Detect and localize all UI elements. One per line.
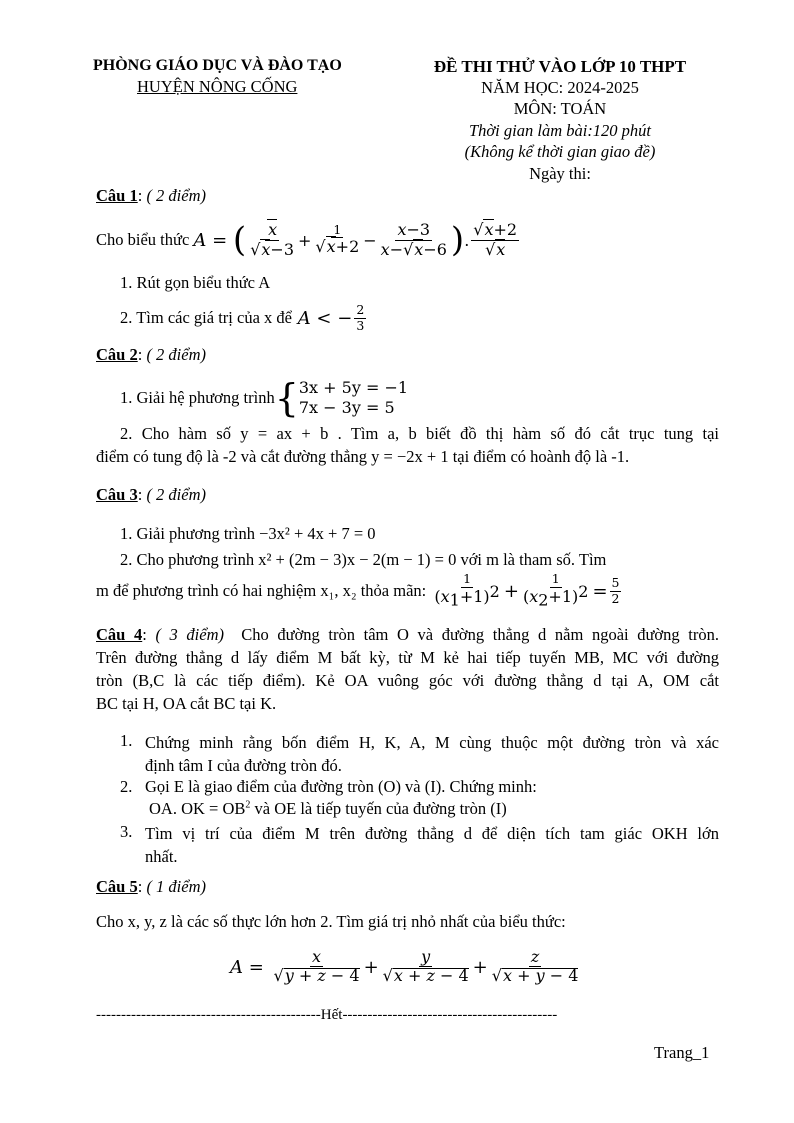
q4-line1-text: Cho đường tròn tâm O và đường thẳng d nằm ngoài đường tròn. — [241, 625, 719, 644]
q4-item1-num: 1. — [120, 731, 133, 750]
q4-item1 — [145, 731, 719, 777]
q3-frac3: $\frac{5}{2}$ — [611, 575, 620, 606]
q3-item2-line1: 2. Cho phương trình x² + (2m − 3)x − 2(m − 1) = 0 với m là tham số. Tìm — [120, 550, 607, 569]
q4-item3 — [145, 822, 719, 868]
q4-item2-line2b: và OE là tiếp tuyến của đường tròn (I) — [250, 799, 507, 818]
q5-heading: Câu 5: ( 1 điểm) — [96, 877, 207, 896]
q5-points: ( 1 điểm) — [146, 877, 207, 896]
end-line: ---------------------------------------------Hết------------------------------------------- — [96, 1007, 558, 1023]
q4-item3-line1: Tìm vị trí của điểm M trên đường thẳng d để diện tích tam giác OKH lớn — [145, 824, 719, 843]
q4-item3-line2: nhất. — [145, 847, 178, 866]
q5-expression: A = $\frac{x}{√y + z - 4}$ + $\frac{y}{√x + z - 4}$ + $\frac{z}{√x + y - 4}$ — [230, 946, 579, 986]
exam-time: Thời gian làm bài:120 phút — [468, 121, 652, 140]
q1-expression-line: Cho biểu thức A = ( $\frac{x}{√x-3}$ + $\frac{1}{√x+2}$ − $\frac{x-3}{x-√x-6}$ ) . $\frac{√x+2}{√x}$ — [96, 220, 518, 260]
q1-frac4: $\frac{√x+2}{√x}$ — [473, 220, 518, 259]
q2-item1-line: 1. Giải hệ phương trình { 3x + 5y = −1 7x − 3y = 5 — [120, 376, 409, 420]
q4-line1: Câu 4: ( 3 điểm) Cho đường tròn tâm O và đường thẳng d nằm ngoài đường tròn. — [96, 625, 719, 644]
q4-item2-line2: OA. OK = $OB^2$ và OE là tiếp tuyến của đường tròn (I) — [149, 799, 507, 818]
q2-label: Câu 2 — [96, 345, 138, 364]
q4-line2: Trên đường thẳng d lấy điểm M bất kỳ, từ M kẻ hai tiếp tuyến MB, MC với đường — [96, 648, 719, 667]
q2-eq1: 3x + 5y = −1 — [298, 378, 409, 397]
q2-item1: 1. Giải hệ phương trình — [120, 388, 275, 407]
q4-item1-line2: định tâm I của đường tròn đó. — [145, 756, 342, 775]
q1-label: Câu 1 — [96, 186, 138, 205]
q3-item2-line2: m để phương trình có hai nghiệm x₁, x₂ thỏa mãn: $\frac{1}{(x_1+1)^2}$ + $\frac{1}{(x_2+1)^2}$ = $\frac{5}{2}$ — [96, 571, 620, 610]
q4-item2-line1: Gọi E là giao điểm của đường tròn (O) và (I). Chứng minh: — [145, 777, 537, 796]
subject: MÔN: TOÁN — [513, 99, 607, 118]
q1-item2: 2. Tìm các giá trị của x để — [120, 308, 292, 327]
q1-frac-two-thirds: $\frac{2}{3}$ — [356, 302, 365, 333]
q4-item2-line2a: OA. OK = OB — [149, 799, 246, 818]
q2-item2-line2: điểm có tung độ là -2 và cắt đường thẳng y = −2x + 1 tại điểm có hoành độ là -1. — [96, 447, 630, 466]
q1-item2-line: 2. Tìm các giá trị của x để A < − $\frac{2}{3}$ — [120, 302, 365, 333]
q5-frac1: $\frac{x}{√y + z - 4}$ — [273, 946, 360, 986]
q3-points: ( 2 điểm) — [146, 485, 207, 504]
q1-frac1: $\frac{x}{√x-3}$ — [250, 220, 295, 259]
q3-item2-prefix: m để phương trình có hai nghiệm x₁, x₂ thỏa mãn: — [96, 581, 427, 600]
q5-intro: Cho x, y, z là các số thực lớn hơn 2. Tìm giá trị nhỏ nhất của biểu thức: — [96, 912, 566, 931]
q2-system — [299, 378, 408, 418]
q2-heading: Câu 2: ( 2 điểm) — [96, 345, 207, 364]
exam-title: ĐỀ THI THỬ VÀO LỚP 10 THPT — [433, 57, 687, 76]
q4-label: Câu 4 — [96, 625, 143, 644]
q4-line3: tròn (B,C là các tiếp điểm). Kẻ OA vuông góc với đường thẳng d tại A, OM cắt — [96, 671, 719, 690]
q1-points: ( 2 điểm) — [146, 186, 207, 205]
q1-intro: Cho biểu thức — [96, 230, 190, 249]
q5-label: Câu 5 — [96, 877, 138, 896]
exam-time-note: (Không kể thời gian giao đề) — [464, 142, 656, 161]
page-number: Trang_1 — [654, 1043, 710, 1062]
q1-heading: Câu 1: ( 2 điểm) — [96, 186, 207, 205]
q3-item2 — [96, 548, 719, 571]
q4-line4: BC tại H, OA cắt BC tại K. — [96, 694, 277, 713]
q3-item1: 1. Giải phương trình −3x² + 4x + 7 = 0 — [120, 524, 376, 543]
q3-heading: Câu 3: ( 2 điểm) — [96, 485, 207, 504]
q2-item2-line1: 2. Cho hàm số y = ax + b . Tìm a, b biết đồ thị hàm số đó cắt trục tung tại — [120, 424, 719, 443]
exam-date: Ngày thi: — [529, 164, 591, 183]
q4-body — [96, 623, 719, 715]
q5-frac2: $\frac{y}{√x + z - 4}$ — [382, 946, 469, 986]
q2-item2 — [96, 422, 719, 468]
q3-frac1: $\frac{1}{(x_1+1)^2}$ — [434, 571, 500, 610]
q1-item1: 1. Rút gọn biểu thức A — [120, 273, 271, 292]
school-year: NĂM HỌC: 2024-2025 — [481, 78, 639, 97]
dept-line2: HUYỆN NÔNG CỐNG — [137, 77, 298, 96]
q5-frac3: $\frac{z}{√x + y - 4}$ — [491, 946, 579, 986]
q4-item3-num: 3. — [120, 822, 133, 841]
q4-points: ( 3 điểm) — [155, 625, 224, 644]
dept-line1: PHÒNG GIÁO DỤC VÀ ĐÀO TẠO — [93, 57, 342, 74]
q4-item1-line1: Chứng minh rằng bốn điểm H, K, A, M cùng thuộc một đường tròn và xác — [145, 733, 719, 752]
q3-label: Câu 3 — [96, 485, 138, 504]
q1-frac2: $\frac{1}{√x+2}$ — [315, 222, 360, 257]
q2-points: ( 2 điểm) — [146, 345, 207, 364]
q1-frac3: $\frac{x-3}{x-√x-6}$ — [380, 220, 447, 259]
q4-item2-num: 2. — [120, 777, 133, 796]
q2-eq2: 7x − 3y = 5 — [298, 398, 395, 417]
q3-frac2: $\frac{1}{(x_2+1)^2}$ — [522, 571, 589, 610]
